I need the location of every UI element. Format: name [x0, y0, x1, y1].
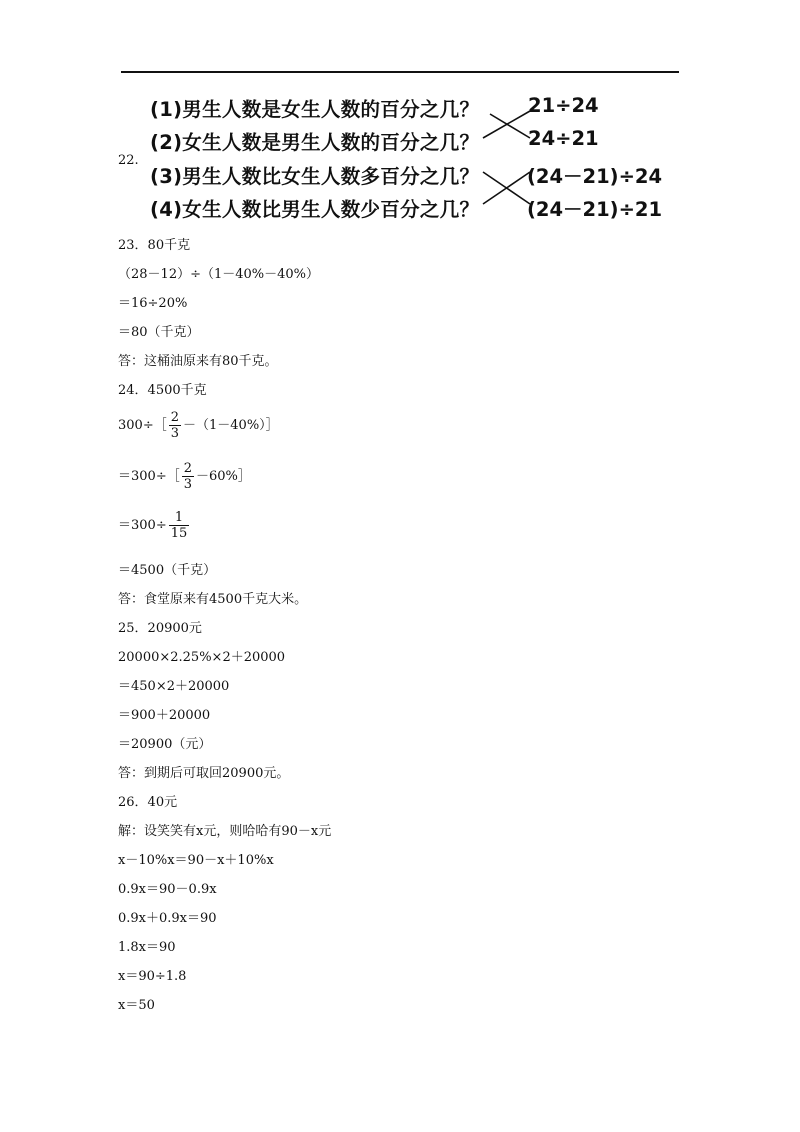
top-rule: [121, 71, 679, 73]
q25-step-4: ＝20900（元）: [118, 737, 212, 752]
fraction-denominator: 3: [183, 477, 192, 492]
q24-step-3-pre: ＝300÷: [118, 518, 167, 533]
fraction-numerator: 2: [183, 461, 192, 476]
q22-question-2: (2)女生人数是男生人数的百分之几？: [150, 131, 480, 154]
q25-step-3: ＝900＋20000: [118, 708, 211, 723]
q22-connector-lines: [150, 92, 680, 222]
q23-answer: 答：这桶油原来有80千克。: [118, 354, 278, 369]
fraction: [169, 510, 190, 541]
q23-step-2: ＝16÷20%: [118, 296, 188, 311]
fraction-numerator: 2: [170, 410, 179, 425]
q24-title: 24．4500千克: [118, 383, 207, 398]
q24-step-2: [118, 461, 251, 492]
q25-title: 25．20900元: [118, 621, 202, 636]
q22-question-1: (1)男生人数是女生人数的百分之几？: [150, 98, 480, 121]
q22-number: 22.: [118, 153, 139, 168]
q24-step-1-pre: 300÷［: [118, 418, 167, 433]
q25-answer: 答：到期后可取回20900元。: [118, 766, 290, 781]
q24-step-4: ＝4500（千克）: [118, 563, 217, 578]
q22-answer-4: (24－21)÷21: [527, 198, 663, 221]
q26-title: 26．40元: [118, 795, 178, 810]
connector-1-to-2: [490, 114, 530, 138]
q26-step-5: 1.8x＝90: [118, 940, 176, 955]
q26-step-1: 解：设笑笑有x元，则哈哈有90－x元: [118, 824, 332, 839]
q22-question-3: (3)男生人数比女生人数多百分之几？: [150, 165, 480, 188]
q24-answer: 答：食堂原来有4500千克大米。: [118, 592, 308, 607]
q24-step-2-post: －60%］: [196, 469, 251, 484]
q26-step-2: x－10%x＝90－x＋10%x: [118, 853, 274, 868]
q22-answer-3: (24－21)÷24: [527, 165, 663, 188]
q25-step-1: 20000×2.25%×2＋20000: [118, 650, 286, 665]
q22-question-4: (4)女生人数比男生人数少百分之几？: [150, 198, 480, 221]
q24-step-2-pre: ＝300÷［: [118, 469, 180, 484]
q26-step-4: 0.9x＋0.9x＝90: [118, 911, 217, 926]
fraction-denominator: 3: [170, 426, 179, 441]
fraction-denominator: 15: [170, 526, 188, 541]
q26-step-3: 0.9x＝90－0.9x: [118, 882, 217, 897]
q22-answer-1: 21÷24: [528, 94, 599, 117]
q24-step-3: [118, 510, 191, 541]
fraction-numerator: 1: [169, 510, 190, 526]
q25-step-2: ＝450×2＋20000: [118, 679, 230, 694]
q23-step-1: （28－12）÷（1－40%－40%）: [118, 267, 320, 282]
q23-title: 23．80千克: [118, 238, 191, 253]
q22-matching-figure: [150, 92, 680, 222]
q26-step-6: x＝90÷1.8: [118, 969, 187, 984]
fraction: [182, 461, 194, 492]
fraction: [169, 410, 181, 441]
q22-answer-2: 24÷21: [528, 127, 599, 150]
q24-step-1-post: －（1－40%）］: [183, 418, 279, 433]
q24-step-1: [118, 410, 279, 441]
q26-step-7: x＝50: [118, 998, 155, 1013]
q23-step-3: ＝80（千克）: [118, 325, 200, 340]
